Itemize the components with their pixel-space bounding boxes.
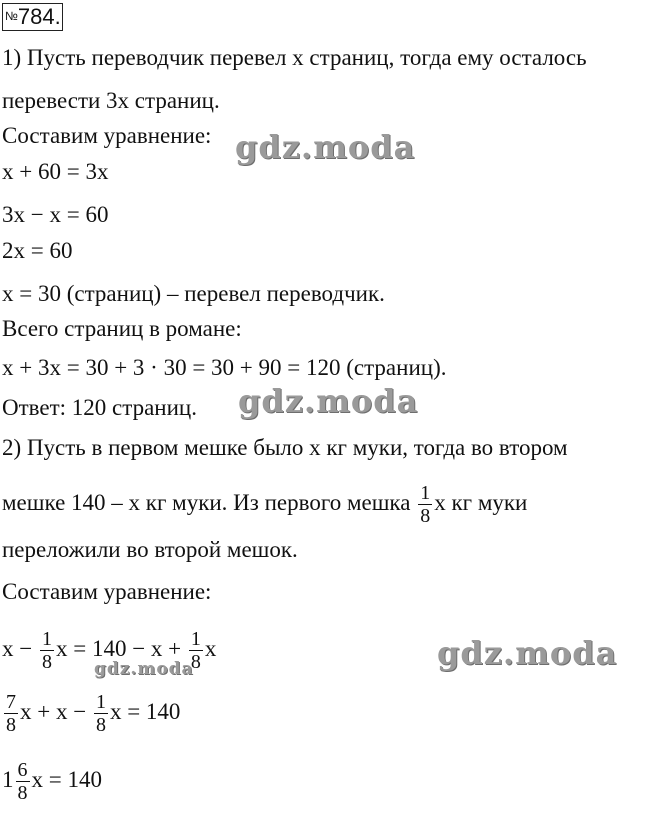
exercise-number: 784. [17,4,61,29]
text-segment: мешке 140 – x кг муки. Из первого мешка [2,489,411,515]
watermark: gdz.moda [238,382,419,420]
watermark: gdz.moda [437,634,618,672]
text-line-2: перевести 3x страниц. [2,88,220,113]
equation-line-total: x + 3x = 30 + 3 · 30 = 30 + 90 = 120 (страниц). [2,355,447,380]
fraction-one-eighth: $\frac{1}{8}$ [41,628,52,673]
watermark: gdz.moda [94,659,194,679]
exercise-number-badge [2,3,63,31]
fraction-one-eighth: $\frac{1}{8}$ [95,691,106,736]
answer-line: Ответ: 120 страниц. [2,395,197,420]
text-line-total: Всего страниц в романе: [2,316,242,341]
fraction-one-eighth: $\frac{1}{8}$ [190,628,201,673]
equation-line-4: x = 30 (страниц) – перевел переводчик. [2,281,385,306]
text-line-moved: переложили во второй мешок. [2,537,298,562]
text-line-1: 1) Пусть переводчик перевел x страниц, тогда ему осталось [2,45,587,70]
equation-line-3: 2x = 60 [2,238,73,263]
equation-line-2: 3x − x = 60 [2,202,109,227]
equation-line-1: x + 60 = 3x [2,159,109,184]
text-segment: x кг муки [434,489,528,515]
number-sign: № [5,9,18,23]
text-line-3: Составим уравнение: [2,123,212,148]
fraction-seven-eighths: $\frac{7}{8}$ [6,691,16,736]
fraction-six-eighths: $\frac{6}{8}$ [17,759,28,804]
watermark: gdz.moda [235,128,416,166]
fraction-equation-2: $\frac{7}{8}$ x + x − $\frac{1}{8}$ x = 140 [6,691,181,736]
text-line-part2: 2) Пусть в первом мешке было x кг муки, тогда во втором [2,435,568,460]
fraction-equation-3: 1 $\frac{6}{8}$ x = 140 [2,759,102,804]
fraction-one-eighth: $\frac{1}{8}$ [420,482,431,527]
text-line-equation-label: Составим уравнение: [2,579,212,604]
fraction-equation-1: x − $\frac{1}{8}$ x = 140 − x + $\frac{1}{8}$ x [2,628,217,673]
text-line-fraction [2,483,527,526]
